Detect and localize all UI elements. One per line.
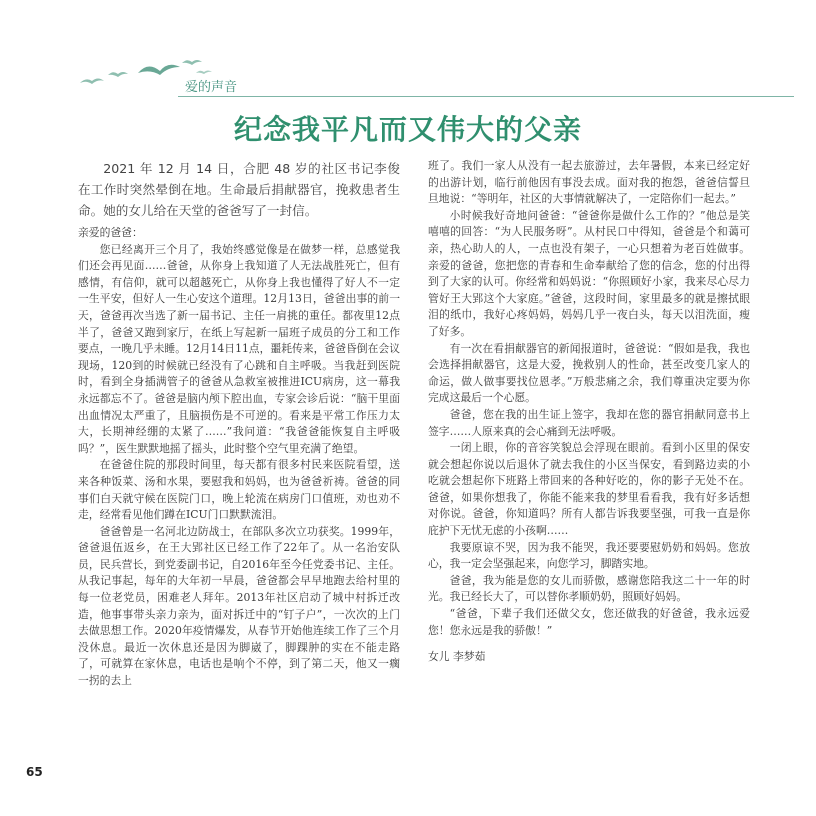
header-divider xyxy=(178,96,794,97)
letter-paragraph: 爸爸曾是一名河北边防战士，在部队多次立功获奖。1999年，爸爸退伍返乡，在王大郢社区已经工作了22年了。从一名治安队员，民兵营长，到党委副书记，自2016年至今任党委书记、主任。从我记事起，每年的大年初一早晨，爸爸都会早早地跑去给村里的每一位老党员，困难老人拜年。2013年社区启动了城中村拆迁改造，他事事带头亲力亲为，面对拆迁中的“钉子户”，一次次的上门去做思想工作。2020年疫情爆发，从春节开始他连续工作了三个月没休息。最近一次休息还是因为脚崴了，脚踝肿的实在不能走路了，可就算在家休息，电话也是响个不停，到了第二天，他又一瘸一拐的去上 xyxy=(78,524,400,688)
letter-paragraph: 爸爸，您在我的出生证上签字，我却在您的器官捐献同意书上签字……人原来真的会心痛到无法呼吸。 xyxy=(428,407,750,438)
letter-closing: “爸爸，下辈子我们还做父女，您还做我的好爸爸，我永远爱您！您永远是我的骄傲！” xyxy=(428,607,750,637)
section-label: 爱的声音 xyxy=(185,80,238,95)
page-number: 65 xyxy=(26,765,43,779)
letter-paragraph: 有一次在看捐献器官的新闻报道时，爸爸说：“假如是我，我也会选择捐献器官，这是大爱，挽救别人的性命，甚至改变几家人的命运，做人做事要找位恩孝。”万般悲痛之余，我们尊重决定要为你完成这最后一个心愿。 xyxy=(428,341,750,405)
letter-paragraph: 班了。我们一家人从没有一起去旅游过，去年暑假，本来已经定好的出游计划，临行前他因有事没去成。面对我的抱怨，爸爸信誓旦旦地说：“等明年，社区的大事情就解决了，一定陪你们一起去。” xyxy=(428,159,750,206)
page-header xyxy=(0,0,816,100)
letter-paragraph: 爸爸，我为能是您的女儿而骄傲，感谢您陪我这二十一年的时光。我已经长大了，可以替你孝顺奶奶，照顾好妈妈。 xyxy=(428,573,750,604)
letter-signature: 女儿 李梦茹 xyxy=(428,650,486,664)
letter-paragraph: 您已经离开三个月了，我始终感觉像是在做梦一样，总感觉我们还会再见面……爸爸，从你身上我知道了人无法战胜死亡，但有感情，有信仰，就可以超越死亡，从你身上我也懂得了好人不一定一生平安，但好人一生心安这个道理。12月13日，爸爸出事的前一天，爸爸再次当选了新一届书记、主任一肩挑的重任。都夜里12点半了，爸爸又跑到家厅，在纸上写起新一届班子成员的分工和工作要点，一晚几乎未睡。12月14日11点，噩耗传来，爸爸昏倒在会议现场，120到的时候就已经没有了心跳和自主呼吸。当我赶到医院时，看到全身插满管子的爸爸从急救室被推进ICU病房，这一幕我永远都忘不了。爸爸是脑内颅下腔出血，专家会诊后说：“脑干里面出血情况太严重了，且脑损伤是不可逆的。看来是平常工作压力太大，长期神经绷的太紧了……”我问道：“我爸爸能恢复自主呼吸吗？”，医生默默地摇了摇头，此时整个空气里充满了绝望。 xyxy=(78,242,400,455)
letter-paragraph: 一闭上眼，你的音容笑貌总会浮现在眼前。看到小区里的保安就会想起你说以后退休了就去我住的小区当保安，看到路边卖的小吃就会想起你下班路上带回来的各种好吃的，你的影子无处不在。爸爸，如果你想我了，你能不能来我的梦里看看我，我有好多话想对你说。爸爸，你知道吗？所有人都告诉我要坚强，可我一直是你庇护下无忧无虑的小孩啊…… xyxy=(428,441,750,538)
letter-salutation: 亲爱的爸爸： xyxy=(78,226,143,239)
letter-paragraph: 我要原谅不哭，因为我不能哭，我还要要慰奶奶和妈妈。您放心，我一定会坚强起来，向您学习，脚踏实地。 xyxy=(428,540,750,571)
letter-paragraph: 在爸爸住院的那段时间里，每天都有很多村民来医院看望，送来各种饭菜、汤和水果，要慰我和妈妈，也为爸爸祈祷。爸爸的同事们白天就守候在医院门口，晚上轮流在病房门口值班，劝也劝不走，经常看见他们蹲在ICU门口默默流泪。 xyxy=(78,458,400,522)
letter-paragraph: 小时候我好奇地问爸爸：“爸爸你是做什么工作的？”他总是笑嘻嘻的回答：“为人民服务呀”。从村民口中得知，爸爸是个和蔼可亲，热心助人的人，一点也没有架子，一心只想着为老百姓做事。亲爱的爸爸，您把您的青春和生命奉献给了您的信念，您的付出得到了大家的认可。你经常和妈妈说：“你照顾好小家，我来尽心尽力管好王大郢这个大家庭。”爸爸，这段时间，家里最多的就是擦拭眼泪的纸巾，我好心疼妈妈，妈妈几乎一夜白头，每天以泪洗面，瘦了好多。 xyxy=(428,208,750,338)
right-column xyxy=(428,158,750,666)
article-intro: 2021 年 12 月 14 日，合肥 48 岁的社区书记李俊在工作时突然晕倒在地。生命最后捐献器官，挽救患者生命。她的女儿给在天堂的爸爸写了一封信。 xyxy=(78,161,400,218)
left-column xyxy=(78,158,400,690)
article-title: 纪念我平凡而又伟大的父亲 xyxy=(233,113,582,146)
